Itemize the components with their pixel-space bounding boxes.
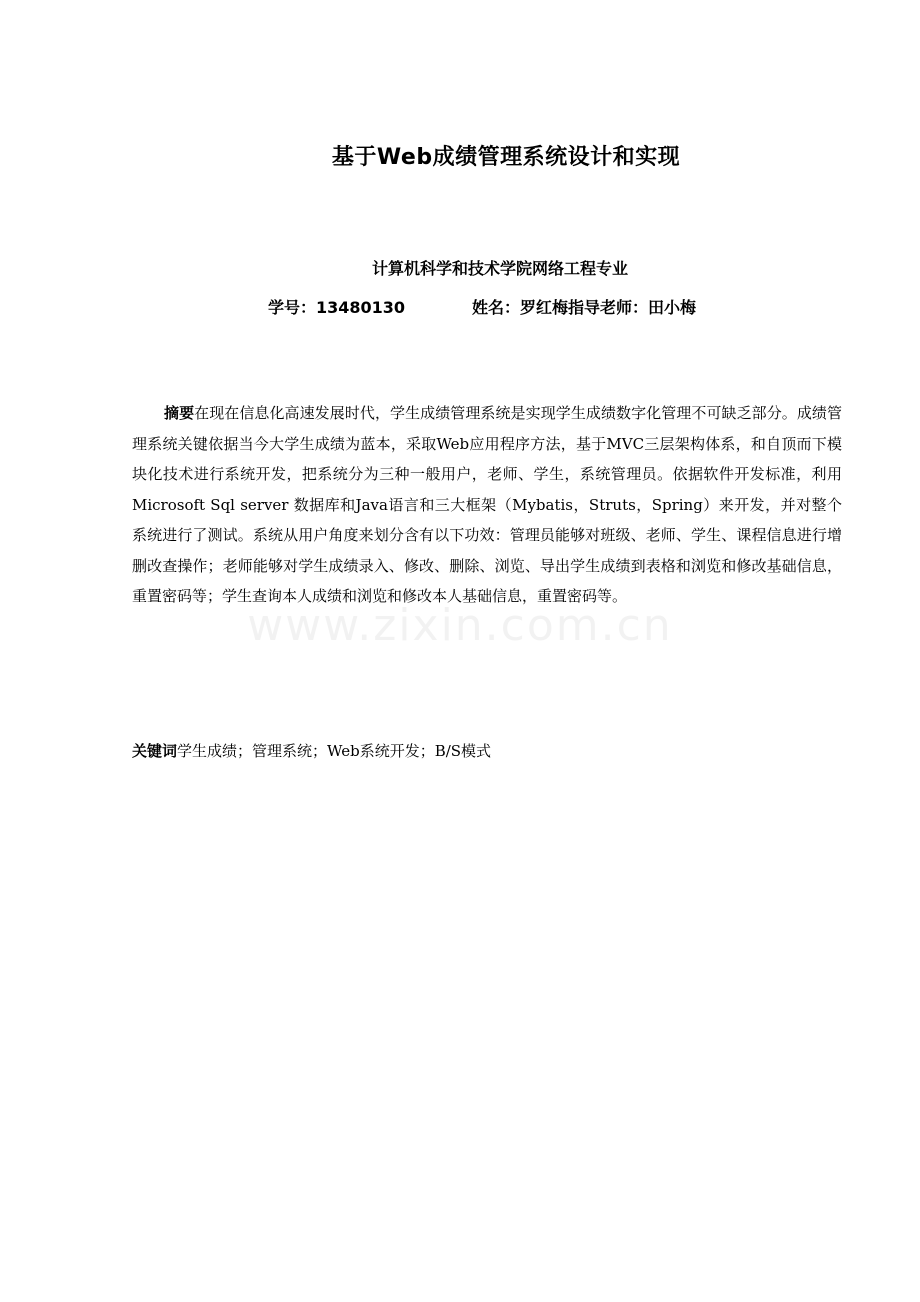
name-and-advisor: 姓名：罗红梅指导老师：田小梅: [472, 298, 697, 317]
keywords-text: 学生成绩；管理系统；Web系统开发；B/S模式: [177, 742, 492, 760]
abstract-label: 摘要: [164, 404, 195, 422]
department-line: 计算机科学和技术学院网络工程专业: [371, 259, 628, 278]
keywords-line: [132, 740, 491, 761]
watermark: www.zixin.com.cn: [247, 600, 673, 651]
abstract-text: 在现在信息化高速发展时代，学生成绩管理系统是实现学生成绩数字化管理不可缺乏部分。成绩管理系统关键依据当今大学生成绩为蓝本，采取Web应用程序方法，基于MVC三层架构体系，和自顶而下模块化技术进行系统开发，把系统分为三种一般用户，老师、学生，系统管理员。依据软件开发标准，利用Microsoft Sql server 数据库和Java语言和三大框架（Mybatis，Struts，Spring）来开发，并对整个系统进行了测试。系统从用户角度来划分含有以下功效：管理员能够对班级、老师、学生、课程信息进行增删改查操作；老师能够对学生成绩录入、修改、删除、浏览、导出学生成绩到表格和浏览和修改基础信息，重置密码等；学生查询本人成绩和浏览和修改本人基础信息，重置密码等。: [132, 404, 842, 605]
keywords-label: 关键词: [132, 742, 178, 760]
student-id: 学号：13480130: [268, 298, 406, 317]
document-title: 基于Web成绩管理系统设计和实现: [331, 145, 681, 170]
abstract-paragraph: [132, 398, 842, 612]
